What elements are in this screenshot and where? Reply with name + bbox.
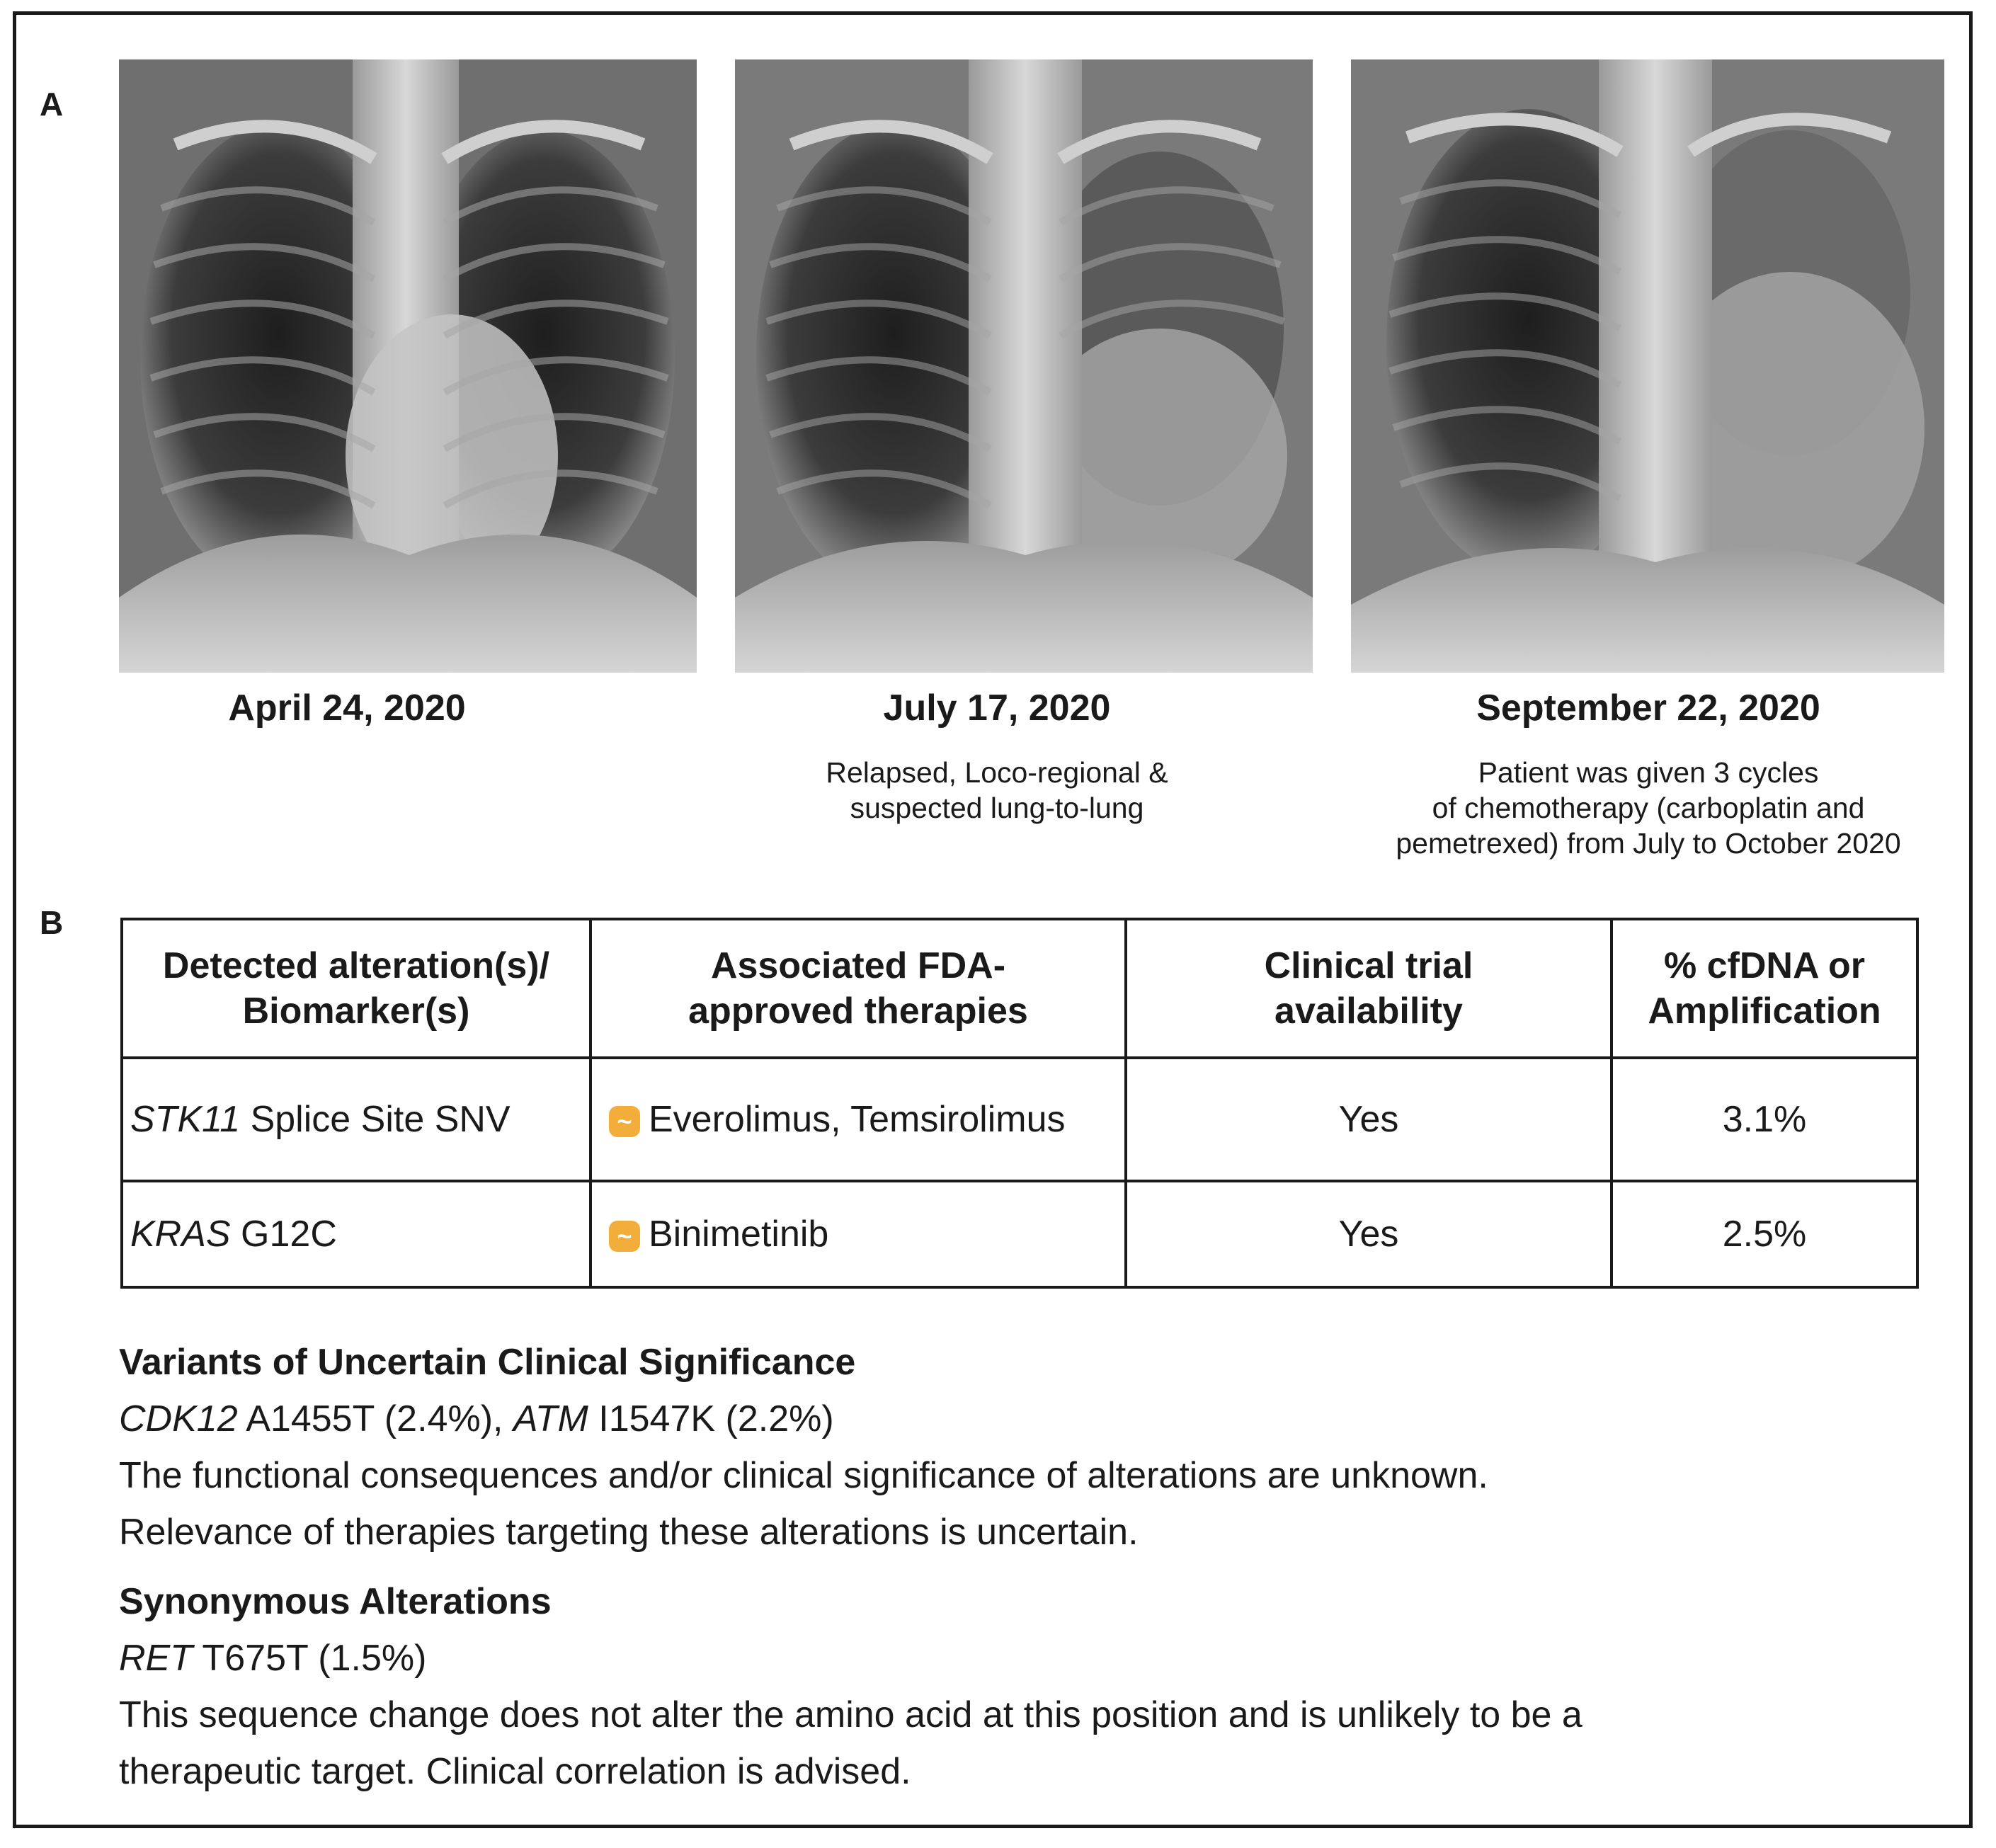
panel-a-label: A xyxy=(40,86,64,122)
header-fda-therapies: Associated FDA- approved therapies xyxy=(591,919,1126,1058)
header-detected-alterations: Detected alteration(s)/ Biomarker(s) xyxy=(122,919,591,1058)
alteration-cell: STK11 Splice Site SNV xyxy=(122,1058,591,1181)
chest-xray-image-3 xyxy=(1351,59,1944,673)
synonymous-variant: RET T675T (1.5%) xyxy=(119,1638,427,1679)
therapies-cell: ~ Everolimus, Temsirolimus xyxy=(591,1058,1126,1181)
xray-note-2 xyxy=(685,755,1308,826)
vus-line-1: The functional consequences and/or clinical significance of alterations are unknown. xyxy=(119,1455,1488,1496)
xray-date-3: September 22, 2020 xyxy=(1476,688,1820,729)
alteration-cell: KRAS G12C xyxy=(122,1181,591,1287)
table-row xyxy=(122,1058,1917,1181)
synonymous-line-2: therapeutic target. Clinical correlation is advised. xyxy=(119,1751,911,1792)
vus-line-2: Relevance of therapies targeting these alterations is uncertain. xyxy=(119,1512,1139,1553)
trial-cell: Yes xyxy=(1126,1181,1612,1287)
xray-note-3-line-2: of chemotherapy (carboplatin and xyxy=(1432,792,1865,824)
table-row xyxy=(122,1181,1917,1287)
vus-variants: CDK12 A1455T (2.4%), ATM I1547K (2.2%) xyxy=(119,1398,834,1439)
vus-section xyxy=(119,1334,1488,1561)
therapy-badge-icon: ~ xyxy=(609,1106,640,1137)
xray-note-3-line-1: Patient was given 3 cycles xyxy=(1478,756,1819,789)
table-header-row xyxy=(122,919,1917,1058)
chest-xray-image-1 xyxy=(119,59,697,673)
xray-note-2-line-1: Relapsed, Loco-regional & xyxy=(826,756,1168,789)
synonymous-section xyxy=(119,1573,1582,1800)
xray-date-1: April 24, 2020 xyxy=(228,688,466,729)
pct-cell: 2.5% xyxy=(1612,1181,1917,1287)
xray-note-3 xyxy=(1337,755,1960,861)
header-cfdna-amplification: % cfDNA or Amplification xyxy=(1612,919,1917,1058)
vus-heading: Variants of Uncertain Clinical Significance xyxy=(119,1342,856,1383)
synonymous-line-1: This sequence change does not alter the amino acid at this position and is unlikely to be a xyxy=(119,1694,1582,1735)
xray-note-2-line-2: suspected lung-to-lung xyxy=(850,792,1144,824)
xray-note-3-line-3: pemetrexed) from July to October 2020 xyxy=(1396,827,1901,860)
chest-xray-image-2 xyxy=(735,59,1313,673)
panel-b-label: B xyxy=(40,904,64,941)
trial-cell: Yes xyxy=(1126,1058,1612,1181)
pct-cell: 3.1% xyxy=(1612,1058,1917,1181)
header-clinical-trial: Clinical trial availability xyxy=(1126,919,1612,1058)
synonymous-heading: Synonymous Alterations xyxy=(119,1581,552,1622)
therapies-cell: ~ Binimetinib xyxy=(591,1181,1126,1287)
alterations-table xyxy=(120,918,1919,1289)
xray-date-2: July 17, 2020 xyxy=(883,688,1111,729)
therapy-badge-icon: ~ xyxy=(609,1221,640,1252)
